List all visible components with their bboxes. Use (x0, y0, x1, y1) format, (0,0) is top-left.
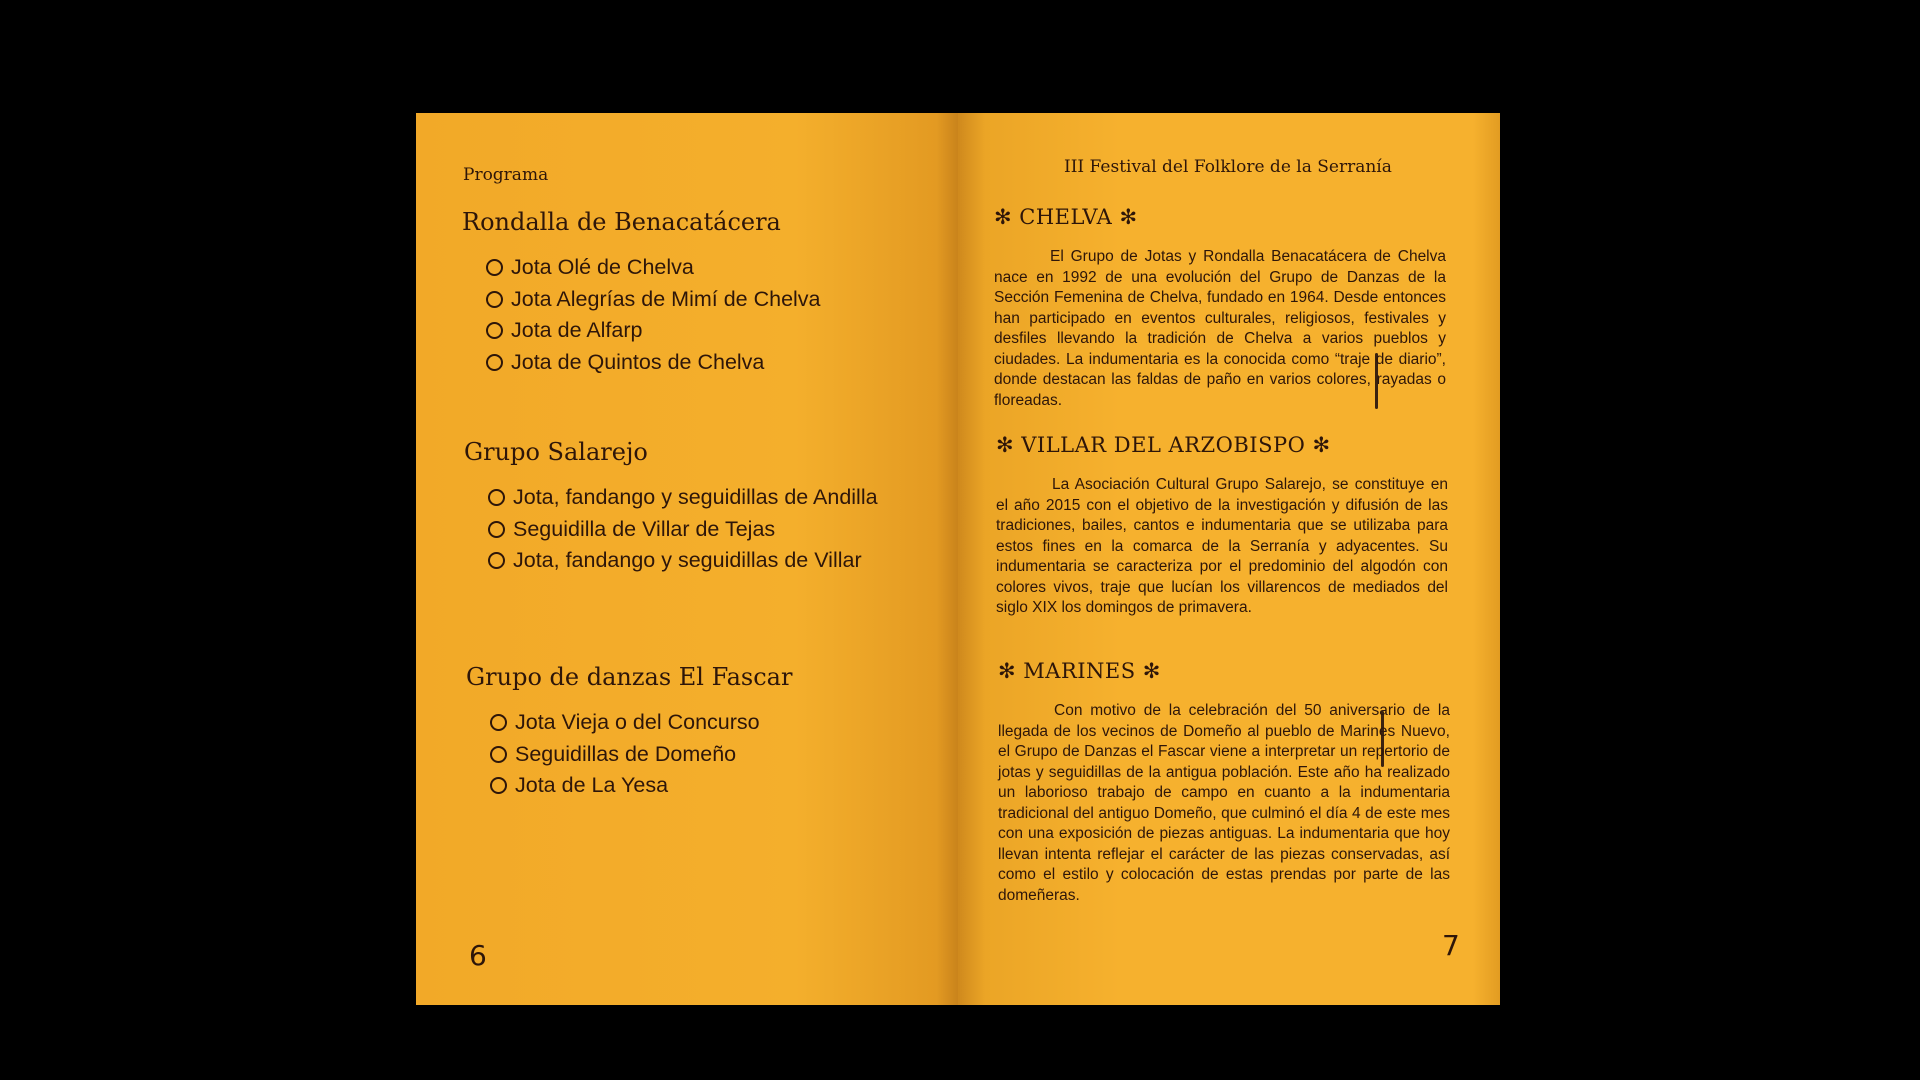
group-description: El Grupo de Jotas y Rondalla Benacatácera de Chelva nace en 1992 de una evolución del Grupo de Danzas de la Sección Femenina de Chelva, fundado en 1964. Desde entonces han participado en eventos culturales, religiosos, festivales y desfiles llevando la tradición de Chelva a varios pueblos y ciudades. La indumentaria es la conocida como “traje de diario”, donde destacan las faldas de paño en varios colores, rayadas o floreadas. (994, 248, 1446, 409)
song-title: Jota Vieja o del Concurso (515, 710, 760, 735)
song-item (486, 347, 821, 379)
circle-bullet-icon (488, 489, 505, 506)
circle-bullet-icon (490, 777, 507, 794)
section-rondalla (462, 208, 821, 378)
song-item (486, 252, 821, 284)
running-head-programa: Programa (463, 165, 549, 185)
section-title: Rondalla de Benacatácera (462, 208, 781, 236)
song-title: Jota, fandango y seguidillas de Villar (513, 548, 862, 573)
circle-bullet-icon (486, 322, 503, 339)
page-number-left: 6 (469, 939, 487, 972)
group-description: La Asociación Cultural Grupo Salarejo, se constituye en el año 2015 con el objetivo de la investigación y difusión de las tradiciones, bailes, cantos e indumentaria que se utilizaba para estos fines en la comarca de la Serranía y adyacentes. Su indumentaria se caracteriza por el predominio del algodón con colores vivos, traje que lucían los villarencos de mediados del siglo XIX los domingos de primavera. (996, 476, 1448, 616)
circle-bullet-icon (488, 521, 505, 538)
song-title: Seguidilla de Villar de Tejas (513, 516, 776, 541)
circle-bullet-icon (490, 746, 507, 763)
song-list (464, 482, 878, 577)
section-fascar (466, 663, 792, 802)
group-marines (998, 659, 1450, 906)
song-item (486, 284, 821, 316)
circle-bullet-icon (488, 552, 505, 569)
song-item (490, 770, 792, 802)
section-title: Grupo Salarejo (464, 438, 648, 466)
group-villar (996, 433, 1448, 619)
song-item (488, 545, 878, 577)
song-item (488, 514, 878, 546)
left-page (416, 113, 958, 1005)
song-title: Jota Olé de Chelva (511, 255, 694, 280)
page-number-right: 7 (1442, 929, 1460, 962)
group-heading: ✻ VILLAR DEL ARZOBISPO ✻ (996, 433, 1331, 457)
circle-bullet-icon (490, 714, 507, 731)
circle-bullet-icon (486, 291, 503, 308)
song-title: Jota de Quintos de Chelva (511, 349, 765, 374)
song-title: Jota de Alfarp (511, 318, 643, 343)
group-chelva (994, 205, 1446, 411)
song-title: Jota de La Yesa (515, 773, 669, 798)
group-heading: ✻ CHELVA ✻ (994, 205, 1138, 229)
section-title: Grupo de danzas El Fascar (466, 663, 793, 691)
booklet (416, 113, 1500, 1005)
song-title: Seguidillas de Domeño (515, 741, 737, 766)
right-page (958, 113, 1500, 1005)
circle-bullet-icon (486, 354, 503, 371)
song-list (462, 252, 821, 378)
running-head-festival: III Festival del Folklore de la Serranía (1064, 157, 1392, 177)
song-title: Jota Alegrías de Mimí de Chelva (511, 286, 821, 311)
song-item (490, 707, 792, 739)
song-item (488, 482, 878, 514)
song-item (490, 739, 792, 771)
song-item (486, 315, 821, 347)
group-description: Con motivo de la celebración del 50 aniversario de la llegada de los vecinos de Domeño al pueblo de Marines Nuevo, el Grupo de Danzas el Fascar viene a interpretar un repertorio de jotas y seguidillas de la antigua población. Este año ha realizado un laborioso trabajo de campo en cuanto a la indumentaria tradicional del antiguo Domeño, que culminó el día 4 de este mes con una exposición de piezas antiguas. La indumentaria que hoy llevan intenta reflejar el carácter de las piezas conservadas, así como el estilo y colocación de estas prendas por parte de las domeñeras. (998, 702, 1450, 904)
song-list (466, 707, 792, 802)
song-title: Jota, fandango y seguidillas de Andilla (513, 485, 878, 510)
group-heading: ✻ MARINES ✻ (998, 659, 1161, 683)
section-salarejo (464, 438, 878, 577)
circle-bullet-icon (486, 259, 503, 276)
